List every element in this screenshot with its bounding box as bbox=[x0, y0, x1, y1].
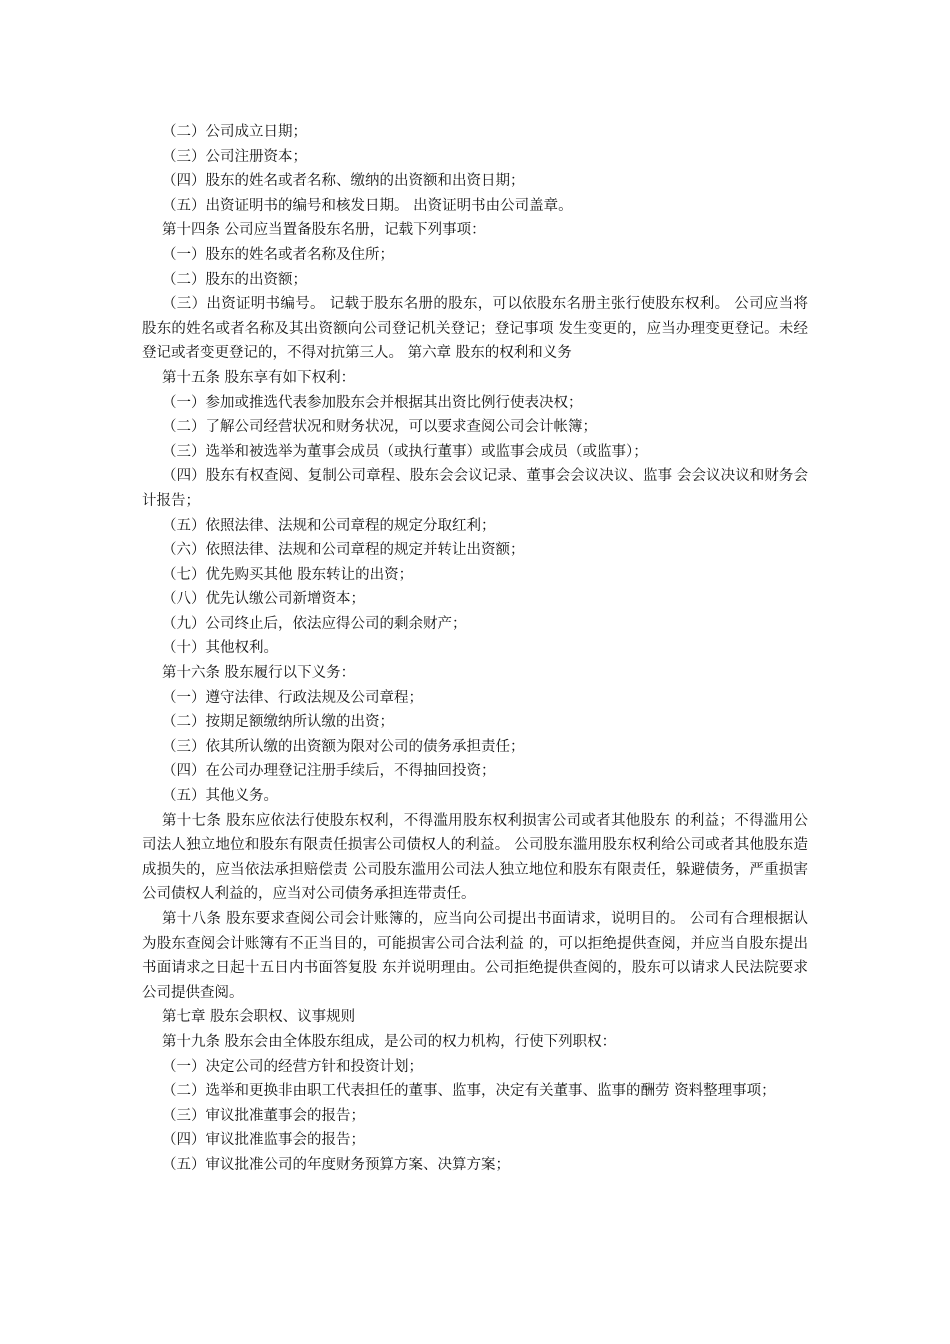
paragraph: （一）股东的姓名或者名称及住所； bbox=[162, 246, 394, 263]
paragraph: （五）审议批准公司的年度财务预算方案、决算方案； bbox=[162, 1156, 510, 1173]
paragraph: （三）依其所认缴的出资额为限对公司的债务承担责任； bbox=[162, 738, 525, 755]
paragraph: （九）公司终止后，依法应得公司的剩余财产； bbox=[162, 615, 467, 632]
paragraph: （三）公司注册资本； bbox=[162, 148, 307, 165]
paragraph: （二）股东的出资额； bbox=[162, 271, 307, 288]
paragraph: （二）按期足额缴纳所认缴的出资； bbox=[162, 714, 394, 731]
paragraph: （四）股东的姓名或者名称、缴纳的出资额和出资日期； bbox=[162, 173, 525, 190]
article-paragraph: 第十八条 股东要求查阅公司会计账簿的，应当向公司提出书面请求，说明目的。 公司有合理根据认为股东查阅会计账簿有不正当目的，可能损害公司合法利益 的，可以拒绝提供查阅，并应当自股东提出书面请求之日起十五日内书面答复股 东并说明理由。公司拒绝提供查阅的，股东可以请求人民法院要求公司提供查阅。 bbox=[142, 911, 808, 1001]
article-heading: 第十九条 股东会由全体股东组成，是公司的权力机构，行使下列职权： bbox=[162, 1033, 617, 1050]
document-body bbox=[142, 120, 808, 1178]
paragraph: （三）选举和被选举为董事会成员（或执行董事）或监事会成员（或监事）； bbox=[162, 443, 648, 460]
paragraph: （五）其他义务。 bbox=[162, 788, 278, 805]
paragraph: （六）依照法律、法规和公司章程的规定并转让出资额； bbox=[162, 542, 525, 559]
paragraph: （三）出资证明书编号。 记载于股东名册的股东，可以依股东名册主张行使股东权利。 公司应当将股东的姓名或者名称及其出资额向公司登记机关登记；登记事项 发生变更的，应当办理变更登记。未经登记或者变更登记的，不得对抗第三人。 第六章 股东的权利和义务 bbox=[142, 296, 808, 362]
paragraph: （十）其他权利。 bbox=[162, 640, 278, 657]
article-heading: 第十五条 股东享有如下权利： bbox=[162, 369, 356, 386]
chapter-heading: 第七章 股东会职权、议事规则 bbox=[162, 1009, 356, 1026]
paragraph: （五）依照法律、法规和公司章程的规定分取红利； bbox=[162, 517, 496, 534]
article-heading: 第十六条 股东履行以下义务： bbox=[162, 665, 356, 682]
paragraph: （一）决定公司的经营方针和投资计划； bbox=[162, 1058, 423, 1075]
paragraph: （三）审议批准董事会的报告； bbox=[162, 1107, 365, 1124]
paragraph: （一）参加或推选代表参加股东会并根据其出资比例行使表决权； bbox=[162, 394, 583, 411]
article-heading: 第十四条 公司应当置备股东名册，记载下列事项： bbox=[162, 222, 486, 239]
paragraph: （一）遵守法律、行政法规及公司章程； bbox=[162, 689, 423, 706]
paragraph: （二）选举和更换非由职工代表担任的董事、监事，决定有关董事、监事的酬劳 资料整理事项； bbox=[162, 1083, 776, 1100]
paragraph: （二）了解公司经营状况和财务状况，可以要求查阅公司会计帐簿； bbox=[162, 419, 597, 436]
paragraph: （七）优先购买其他 股东转让的出资； bbox=[162, 566, 414, 583]
paragraph: （四）在公司办理登记注册手续后，不得抽回投资； bbox=[162, 763, 496, 780]
article-paragraph: 第十七条 股东应依法行使股东权利，不得滥用股东权利损害公司或者其他股东 的利益；不得滥用公司法人独立地位和股东有限责任损害公司债权人的利益。 公司股东滥用股东权利给公司或者其他股东造成损失的，应当依法承担赔偿责 公司股东滥用公司法人独立地位和股东有限责任，躲避债务，严重损害公司债权人利益的，应当对公司债务承担连带责任。 bbox=[142, 812, 808, 903]
paragraph: （四）审议批准监事会的报告； bbox=[162, 1132, 365, 1149]
paragraph: （八）优先认缴公司新增资本； bbox=[162, 591, 365, 608]
paragraph: （四）股东有权查阅、复制公司章程、股东会会议记录、董事会会议决议、监事 会会议决议和财务会计报告； bbox=[142, 468, 808, 509]
paragraph: （二）公司成立日期； bbox=[162, 124, 307, 140]
paragraph: （五）出资证明书的编号和核发日期。 出资证明书由公司盖章。 bbox=[162, 197, 573, 214]
